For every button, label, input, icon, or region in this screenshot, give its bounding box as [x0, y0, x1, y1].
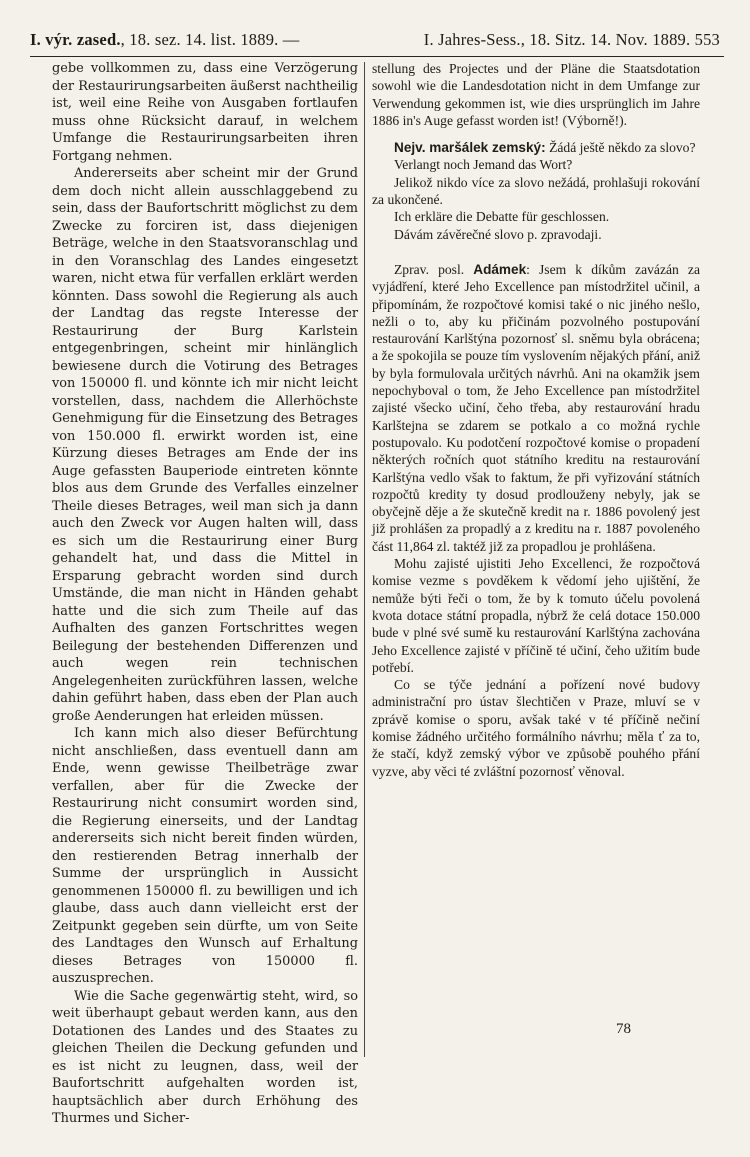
- rapporteur-paragraph-2: Mohu zajisté ujistiti Jeho Excellenci, že rozpočtová komise vezme s povděkem k vědomí jeho ujištění, že nemůže býti řeči o tom, že by k tomuto účelu povolená kvota dotace státní propadla, nýbrž že celá dotace 150.000 bude v plné své sumě ku restaurování Karlštýna zachována Jeho Excellence zajisté v příčině té učiní, čeho užitím bude potřebí.: [372, 556, 700, 675]
- left-paragraph-4: Wie die Sache gegenwärtig steht, wird, so weit überhaupt gebaut werden kann, aus den Dotationen des Landes und des Staates zu gleichen Theilen die Deckung gefunden und es ist nicht zu leugnen, dass, weil der Baufortschritt aufgehalten worden ist, hauptsächlich aber durch Erhöhung des Thurmes und Sicher-: [52, 988, 358, 1126]
- left-paragraph-1: gebe vollkommen zu, dass eine Verzögerung der Restaurirungsarbeiten äußerst nachtheilig ist, weil eine Reihe von Ausgaben fortlaufen muss ohne Rücksicht darauf, in welchem Umfange die Restaurirungsarbeiten ihren Fortgang nehmen.: [52, 61, 358, 164]
- rapporteur-paragraph-1: : Jsem k díkům zavázán za vyjádření, které Jeho Excellence pan místodržitel učinil, a připomínám, že rozpočtové komisi také o nic jiného nešlo, nežli o to, aby ku přičinám pozvolného postupování restaurování Karlštýna pozornosť sl. sněmu byla obrácena; a že spokojila se pouze tím vyslovením nějakých přání, aniž by byla formulovala určitých návrhů. Ani na okamžik jsem nepochyboval o tom, že Jeho Excellence pan místodržitel zajisté všecko učiní, čeho třeba, aby restaurování hradu Karlštejna se zdarem se potkalo a co možná rychle postupovalo. Ku podotčení rozpočtové komise o propadení některých ročních quot státního kreditu na restaurování Karlštýna vedlo však to faktum, že při vyřizování státních rozpočtů kredity ty dosud prodlouženy nebyly, jak se obyčejně děje a že skutečně kredit na r. 1886 povolený jest již prohlášen za propadlý a z kreditu na r. 1887 povoleného část 11,864 zl. taktéž již za propadlou je prohlášena.: [372, 261, 700, 554]
- page-header: [30, 30, 720, 54]
- speaker-rapporteur-name: Adámek: [473, 261, 527, 277]
- marshal-question-de: Verlangt noch Jemand das Wort?: [394, 157, 573, 173]
- speaker-marshal: Nejv. maršálek zemský:: [394, 140, 546, 156]
- column-divider: [364, 62, 365, 1057]
- marshal-closing-de: Ich erkläre die Debatte für geschlossen.: [394, 209, 610, 225]
- page-number: 78: [616, 1021, 631, 1037]
- rapporteur-speech: [372, 261, 700, 555]
- left-paragraph-2: Andererseits aber scheint mir der Grund dem doch nicht allein ausschlaggebend zu sein, dass der Baufortschritt möglichst zu dem Zwecke zu forciren ist, dass diejenigen Beträge, welche in den Staatsvoranschlag und in den Voranschlag des Landes eingesetzt waren, nicht etwa für verfallen erklärt werden könnten. Dass sowohl die Regierung als auch der Landtag das regste Interesse der Restaurirung der Burg Karlstein entgegenbringen, scheint mir hinlänglich bewiesene durch die Votirung des Betrages von 150000 fl. und könnte ich mir nicht leicht vorstellen, dass, nachdem die Allerhöchste Genehmigung für die Einsetzung des Betrages von 150.000 fl. erwirkt worden ist, eine Kürzung dieses Betrages am Ende der ins Auge gefassten Bauperiode eintreten könnte blos aus dem Grunde des Verfalles einzelner Theile dieses Betrages, weil man sich ja dann auch den Zweck vor Augen halten will, dass es sich um die Restaurirung einer Burg gehandelt hat, und dass die Mittel in Ersparung gebracht worden sind durch Umstände, die man nicht in Händen gehabt hatte und die sich zum Theile auf das Aufhalten des ganzen Fortschrittes wegen Beilegung der bestehenden Differenzen und auch wegen rein technischen Angelegenheiten zurückführen lassen, welche dahin geführt haben, dass eben der Plan auch große Aenderungen hat erleiden müssen.: [52, 166, 358, 724]
- rapporteur-paragraph-3: Co se týče jednání a pořízení nové budovy administrační pro ústav šlechtičen v Praze, mluví se v zprávě komise o sporu, avšak také v té příčině nečiní komise žádného určitého formálního návrhu; měla ť za to, že stačí, když zemský výbor ve způsobě pouhého přání vyzve, aby věci té zvláštní pozornosť věnoval.: [372, 677, 700, 779]
- header-czech-session: I. výr. zased.: [30, 30, 121, 49]
- left-paragraph-3: Ich kann mich also dieser Befürchtung nicht anschließen, dass eventuell dann am Ende, wenn gewisse Theilbeträge zwar verfallen, aber für die Zwecke der Restaurirung nicht consumirt worden sind, die Regierung einerseits, und der Landtag andererseits sich nicht bereit finden würden, den restierenden Betrag innerhalb der Summe der ursprünglich in Aussicht genommenen 150000 fl. zu bewilligen und ich glaube, dass auch dann vielleicht erst der Zeitpunkt gegeben sein dürfte, um von Seite des Landtages den Wunsch auf Erhaltung dieses Betrages von 150000 fl. auszusprechen.: [52, 726, 358, 986]
- header-czech: [30, 30, 300, 50]
- header-rule: [30, 56, 724, 57]
- speaker-rapporteur-role: Zprav. posl.: [394, 261, 465, 277]
- header-german: I. Jahres-Sess., 18. Sitz. 14. Nov. 1889. 553: [423, 30, 720, 49]
- marshal-final-word: Dávám závěrečné slovo p. zpravodaji.: [394, 226, 602, 242]
- marshal-speech: [372, 139, 700, 156]
- marshal-question-cz: Žádá ještě někdo za slovo?: [549, 140, 696, 156]
- right-column: [372, 60, 700, 780]
- left-column: [52, 60, 358, 1128]
- marshal-closing-cz: Jelikož nikdo více za slovo nežádá, prohlašuji rokování za ukončené.: [372, 174, 700, 208]
- header-czech-date: , 18. sez. 14. list. 1889. —: [120, 30, 300, 49]
- right-paragraph-1: stellung des Projectes und der Pläne die Staatsdotation sowohl wie die Landesdotation nicht in dem Umfange zur Verwendung gekommen ist, wie dies ursprünglich im Jahre 1886 in's Auge gefasst worden ist! (Výborně!).: [372, 61, 700, 128]
